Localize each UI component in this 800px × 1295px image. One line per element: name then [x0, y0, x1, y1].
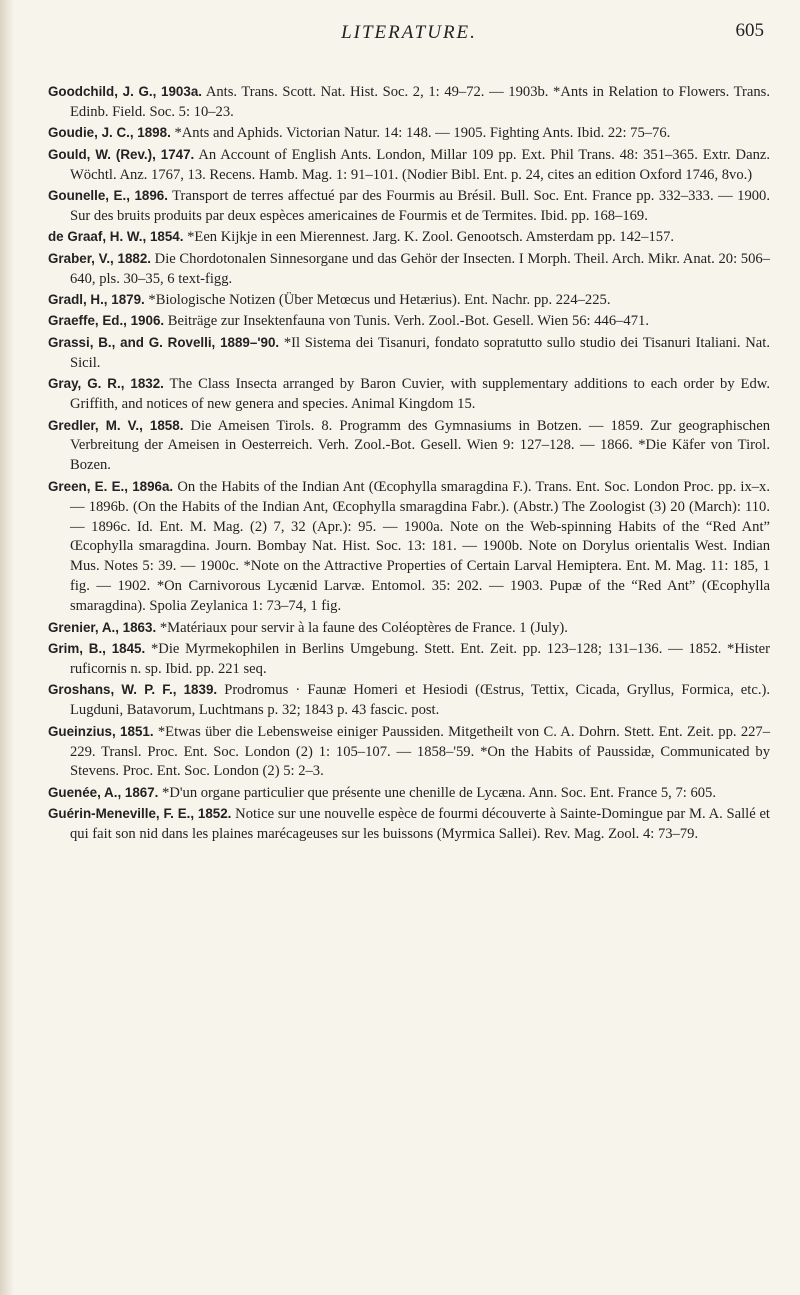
entry-author: Graeffe, Ed., 1906.	[48, 313, 165, 329]
bibliography-entry	[48, 123, 770, 144]
entry-text: *Die Myrmekophilen in Berlins Umgebung. Stett. Ent. Zeit. pp. 123–128; 131–136. — 1852. *Hister ruficornis n. sp. Ibid. pp. 221 seq.	[70, 640, 770, 677]
entry-author: Grassi, B., and G. Rovelli, 1889–'90.	[48, 334, 280, 350]
bibliography-entry	[48, 416, 770, 477]
bibliography-entry	[48, 722, 770, 783]
bibliography-entry	[48, 374, 770, 415]
entry-author: Grenier, A., 1863.	[48, 619, 157, 635]
bibliography-entry	[48, 82, 770, 123]
book-page	[48, 14, 770, 846]
running-head: LITERATURE.	[341, 22, 477, 43]
entry-author: Gueinzius, 1851.	[48, 723, 154, 739]
entry-author: Gould, W. (Rev.), 1747.	[48, 146, 195, 162]
page-header	[48, 14, 770, 54]
page-edge-shadow	[0, 0, 14, 1295]
bibliography-entry	[48, 783, 770, 804]
entry-author: Guérin-Meneville, F. E., 1852.	[48, 806, 232, 822]
bibliography-entry	[48, 145, 770, 186]
entry-text: An Account of English Ants. London, Millar 109 pp. Ext. Phil Trans. 48: 351–365. Extr. Danz. Wöchtl. Anz. 1767, 13. Recens. Hamb. Mag. 1: 91–101. (Nodier Bibl. Ent. p. 24, cites an edition Oxford 1746, 8vo.)	[70, 146, 770, 183]
entry-author: Goodchild, J. G., 1903a.	[48, 84, 202, 99]
bibliography-entry	[48, 680, 770, 721]
entry-text: Notice sur une nouvelle espèce de fourmi découverte à Sainte-Domingue par M. A. Sallé et qui fait son nid dans les plaines marécageuses sur les buissons (Myrmica Sallei). Rev. Mag. Zool. 4: 73–79.	[70, 806, 770, 843]
bibliography-entry	[48, 639, 770, 680]
bibliography-entry	[48, 333, 770, 374]
entry-text: Die Ameisen Tirols. 8. Programm des Gymnasiums in Botzen. — 1859. Zur geographischen Verbreitung der Ameisen in Oesterreich. Verh. Zool.-Bot. Gesell. Wien 9: 127–128. — 1866. *Die Käfer von Tirol. Bozen.	[70, 417, 770, 474]
entry-text: Transport de terres affectué par des Fourmis au Brésil. Bull. Soc. Ent. France pp. 332–333. — 1900. Sur des bruits produits par deux espèces americaines de Fourmis et de Termites. Ibid. pp. 168–169.	[70, 188, 770, 224]
bibliography-list	[48, 82, 770, 845]
page-number: 605	[735, 20, 764, 41]
entry-author: Gradl, H., 1879.	[48, 292, 145, 308]
entry-author: Gredler, M. V., 1858.	[48, 417, 184, 433]
bibliography-entry	[48, 477, 770, 617]
entry-author: Groshans, W. P. F., 1839.	[48, 682, 218, 698]
bibliography-entry	[48, 249, 770, 290]
entry-text: *Matériaux pour servir à la faune des Coléoptères de France. 1 (July).	[156, 619, 568, 636]
entry-text: Ants. Trans. Scott. Nat. Hist. Soc. 2, 1: 49–72. — 1903b. *Ants in Relation to Flowers. Trans. Edinb. Field. Soc. 5: 10–23.	[70, 84, 770, 120]
entry-author: Gray, G. R., 1832.	[48, 376, 164, 392]
entry-text: On the Habits of the Indian Ant (Œcophylla smaragdina F.). Trans. Ent. Soc. London Proc. pp. ix–x. — 1896b. (On the Habits of the Indian Ant, Œcophylla smaragdina Fabr.). (Abstr.) The Zoologist (3) 20 (March): 110. — 1896c. Id. Ent. M. Mag. (2) 7, 32 (Apr.): 95. — 1900a. Note on the Web-spinning Habits of the “Red Ant” Œcophylla smaragdina. Journ. Bombay Nat. Hist. Soc. 13: 181. — 1900b. Note on Dorylus orientalis West. Indian Mus. Notes 5: 39. — 1900c. *Note on the Attractive Properties of Certain Larval Hemiptera. Ent. M. Mag. 11: 185, 1 fig. — 1902. *On Carnivorous Lycænid Larvæ. Entomol. 35: 202. — 1903. Pupæ of the “Red Ant” (Œcophylla smaragdina). Spolia Zeylanica 1: 73–74, 1 fig.	[70, 478, 770, 615]
bibliography-entry	[48, 227, 770, 248]
entry-author: Green, E. E., 1896a.	[48, 478, 174, 494]
bibliography-entry	[48, 804, 770, 845]
entry-author: Goudie, J. C., 1898.	[48, 125, 171, 141]
entry-author: de Graaf, H. W., 1854.	[48, 229, 184, 245]
entry-text: *D'un organe particulier que présente une chenille de Lycæna. Ann. Soc. Ent. France 5, 7: 605.	[158, 784, 716, 801]
entry-text: The Class Insecta arranged by Baron Cuvier, with supplementary additions to each order by Edw. Griffith, and notices of new genera and species. Animal Kingdom 15.	[70, 376, 770, 413]
bibliography-entry	[48, 290, 770, 311]
entry-author: Guenée, A., 1867.	[48, 784, 159, 800]
entry-text: Prodromus · Faunæ Homeri et Hesiodi (Œstrus, Tettix, Cicada, Gryllus, Formica, etc.). Lugduni, Batavorum, Luchtmans p. 32; 1843 p. 43 fascic. post.	[70, 682, 770, 719]
bibliography-entry	[48, 186, 770, 227]
bibliography-entry	[48, 311, 770, 332]
entry-text: *Il Sistema dei Tisanuri, fondato sopratutto sullo studio dei Tisanuri Italiani. Nat. Sicil.	[70, 334, 770, 371]
entry-text: *Etwas über die Lebensweise einiger Paussiden. Mitgetheilt von C. A. Dohrn. Stett. Ent. Zeit. pp. 227–229. Transl. Proc. Ent. Soc. London (2) 1: 105–107. — 1858–'59. *On the Habits of Paussidæ, Communicated by Stevens. Proc. Ent. Soc. London (2) 5: 2–3.	[70, 723, 771, 780]
bibliography-entry	[48, 618, 770, 639]
entry-text: *Biologische Notizen (Über Metœcus und Hetærius). Ent. Nachr. pp. 224–225.	[144, 292, 611, 309]
entry-author: Graber, V., 1882.	[48, 250, 152, 266]
entry-text: *Ants and Aphids. Victorian Natur. 14: 148. — 1905. Fighting Ants. Ibid. 22: 75–76.	[170, 125, 671, 142]
entry-author: Gounelle, E., 1896.	[48, 188, 168, 204]
entry-text: Beiträge zur Insektenfauna von Tunis. Verh. Zool.-Bot. Gesell. Wien 56: 446–471.	[164, 313, 649, 330]
entry-text: Die Chordotonalen Sinnesorgane und das Gehör der Insecten. I Morph. Theil. Arch. Mikr. Anat. 20: 506–640, pls. 30–35, 6 text-figg.	[70, 250, 770, 287]
entry-text: *Een Kijkje in een Mierennest. Jarg. K. Zool. Genootsch. Amsterdam pp. 142–157.	[183, 229, 675, 246]
entry-author: Grim, B., 1845.	[48, 640, 146, 656]
